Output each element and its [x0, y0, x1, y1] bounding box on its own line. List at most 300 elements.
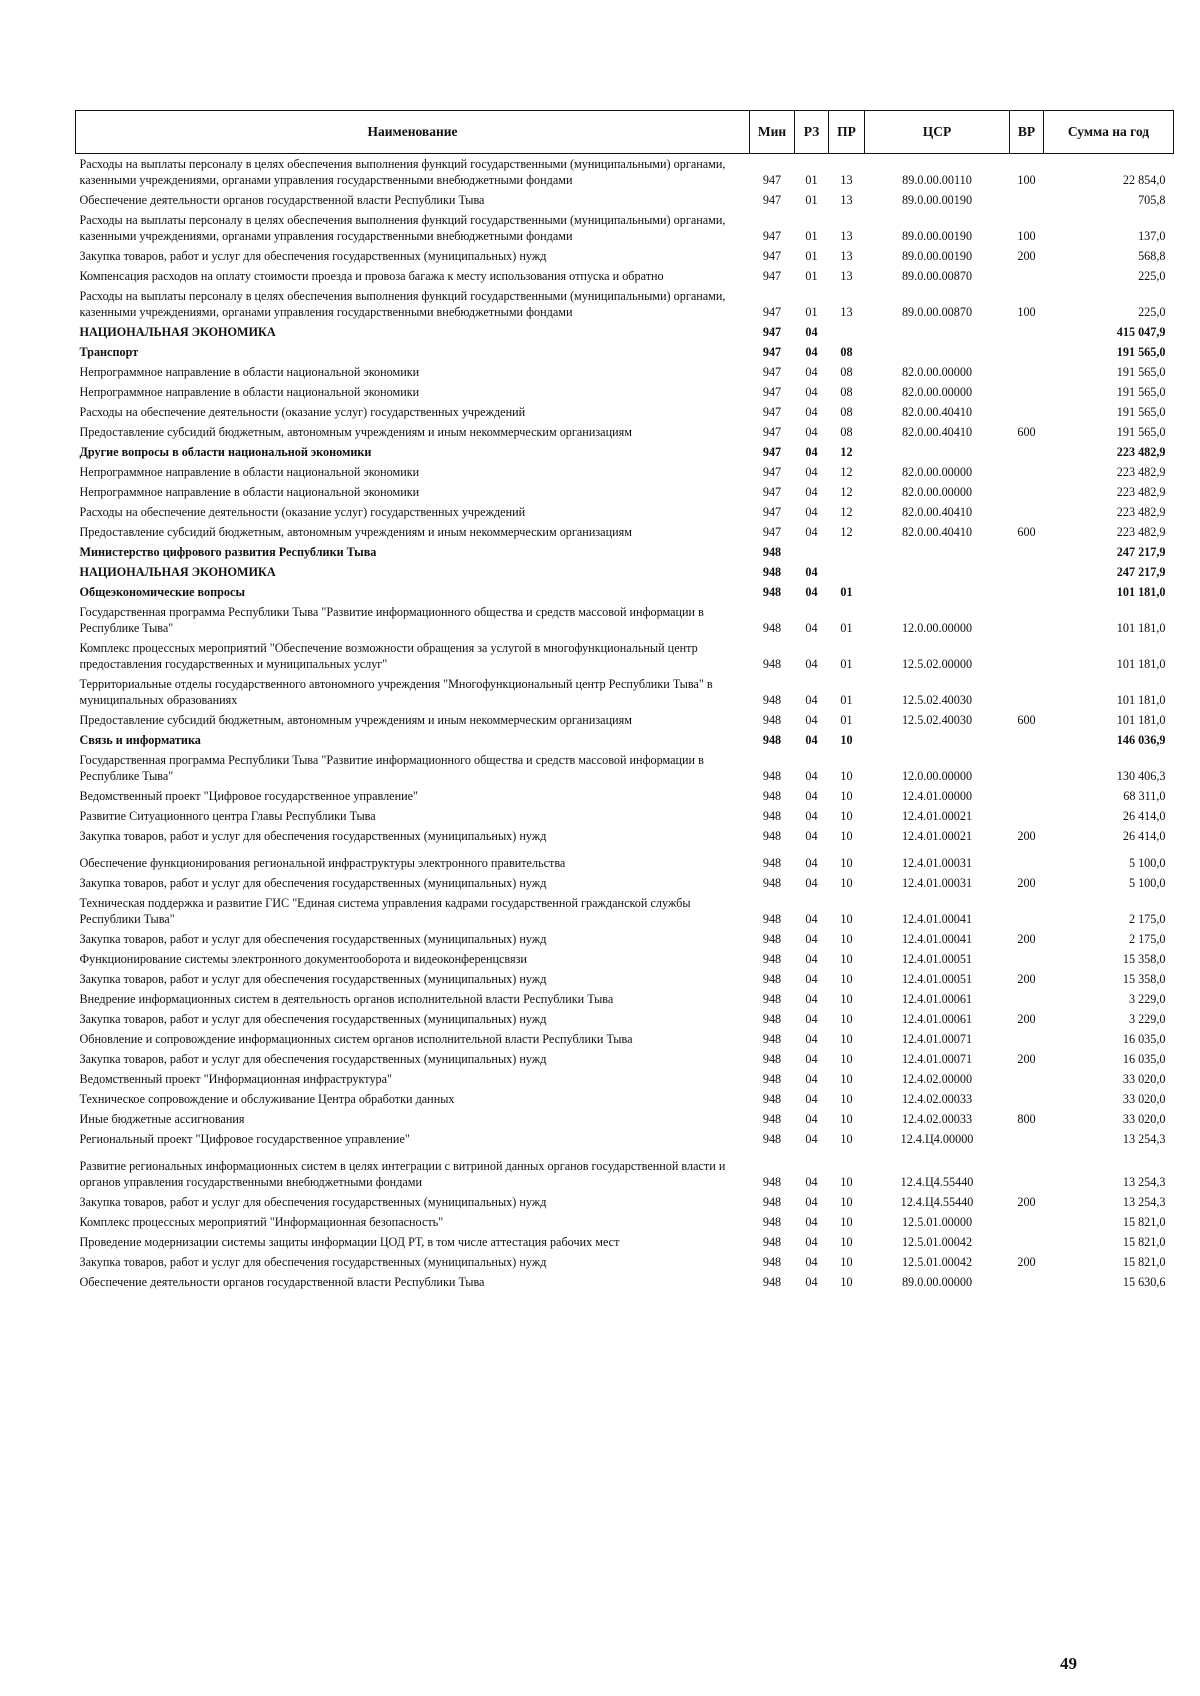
- table-row: [76, 462, 1174, 482]
- cell-vr: 200: [1017, 972, 1036, 986]
- cell-rz: 04: [805, 992, 818, 1006]
- cell-vr: [1010, 542, 1044, 562]
- cell-name: Обновление и сопровождение информационных систем органов исполнительной власти Республики Тыва: [79, 1032, 633, 1046]
- cell-name: Комплекс процессных мероприятий "Информационная безопасность": [79, 1215, 444, 1229]
- cell-sum: 225,0: [1138, 269, 1166, 283]
- cell-sum: 247 217,9: [1116, 565, 1166, 579]
- cell-pr: 01: [840, 621, 853, 635]
- cell-min: 948: [762, 789, 782, 803]
- cell-csr: 82.0.00.00000: [901, 485, 973, 499]
- cell-name: Непрограммное направление в области национальной экономики: [79, 485, 420, 499]
- cell-rz: 04: [805, 505, 818, 519]
- cell-vr: [1010, 482, 1044, 502]
- cell-pr: 12: [840, 445, 853, 459]
- table-row: [76, 786, 1174, 806]
- cell-name: Развитие Ситуационного центра Главы Республики Тыва: [79, 809, 376, 823]
- cell-sum: 101 181,0: [1116, 657, 1166, 671]
- cell-rz: 01: [805, 229, 818, 243]
- cell-min: 948: [762, 565, 782, 579]
- cell-sum: 223 482,9: [1116, 485, 1166, 499]
- cell-pr: 13: [840, 193, 853, 207]
- cell-rz: 04: [805, 465, 818, 479]
- cell-csr: 82.0.00.40410: [901, 405, 973, 419]
- cell-csr: [865, 322, 1010, 342]
- cell-min: 947: [762, 485, 782, 499]
- cell-csr: 12.4.01.00000: [901, 789, 973, 803]
- cell-sum: 15 821,0: [1122, 1215, 1166, 1229]
- cell-vr: 200: [1017, 829, 1036, 843]
- cell-vr: [1010, 638, 1044, 674]
- cell-sum: 191 565,0: [1116, 345, 1166, 359]
- table-row: [76, 893, 1174, 929]
- cell-csr: 89.0.00.00870: [901, 305, 973, 319]
- cell-rz: 04: [805, 713, 818, 727]
- cell-vr: [1010, 893, 1044, 929]
- cell-vr: [1010, 502, 1044, 522]
- cell-pr: 01: [840, 693, 853, 707]
- cell-sum: 13 254,3: [1122, 1132, 1166, 1146]
- cell-min: 947: [762, 229, 782, 243]
- cell-name: Предоставление субсидий бюджетным, автономным учреждениям и иным некоммерческим организациям: [79, 425, 632, 439]
- cell-pr: [829, 322, 865, 342]
- cell-vr: 600: [1017, 713, 1036, 727]
- table-row: [76, 730, 1174, 750]
- cell-rz: 04: [805, 932, 818, 946]
- cell-min: 948: [762, 713, 782, 727]
- cell-rz: 04: [805, 1092, 818, 1106]
- cell-csr: 89.0.00.00190: [901, 193, 973, 207]
- cell-min: 947: [762, 505, 782, 519]
- cell-name: Иные бюджетные ассигнования: [79, 1112, 245, 1126]
- cell-csr: 12.4.02.00033: [901, 1112, 973, 1126]
- header-pr: ПР: [829, 111, 865, 154]
- cell-sum: 101 181,0: [1116, 693, 1166, 707]
- cell-csr: 12.4.01.00051: [901, 952, 973, 966]
- cell-vr: 200: [1017, 876, 1036, 890]
- cell-sum: 13 254,3: [1122, 1195, 1166, 1209]
- cell-pr: 10: [840, 809, 853, 823]
- table-row: [76, 602, 1174, 638]
- cell-rz: 04: [805, 972, 818, 986]
- table-row: [76, 362, 1174, 382]
- table-row: [76, 342, 1174, 362]
- table-row: [76, 1009, 1174, 1029]
- cell-min: 948: [762, 585, 782, 599]
- table-row: [76, 190, 1174, 210]
- cell-pr: 10: [840, 932, 853, 946]
- cell-csr: 89.0.00.00190: [901, 249, 973, 263]
- cell-csr: [865, 342, 1010, 362]
- cell-rz: 04: [805, 1052, 818, 1066]
- cell-rz: 04: [805, 445, 818, 459]
- cell-csr: 12.4.Ц4.55440: [900, 1175, 974, 1189]
- cell-vr: [1010, 1069, 1044, 1089]
- cell-vr: [1010, 806, 1044, 826]
- table-row: [76, 1049, 1174, 1069]
- cell-csr: 12.5.01.00000: [901, 1215, 973, 1229]
- cell-sum: 223 482,9: [1116, 525, 1166, 539]
- cell-name: Проведение модернизации системы защиты информации ЦОД РТ, в том числе аттестация рабочих мест: [79, 1235, 620, 1249]
- cell-name: Предоставление субсидий бюджетным, автономным учреждениям и иным некоммерческим организациям: [79, 525, 632, 539]
- cell-csr: 12.4.Ц4.00000: [900, 1132, 974, 1146]
- cell-sum: 568,8: [1138, 249, 1166, 263]
- cell-pr: 10: [840, 1032, 853, 1046]
- cell-min: 948: [762, 856, 782, 870]
- cell-vr: [1010, 582, 1044, 602]
- cell-rz: 04: [805, 385, 818, 399]
- cell-csr: 12.4.Ц4.55440: [900, 1195, 974, 1209]
- cell-csr: 12.4.01.00041: [901, 912, 973, 926]
- table-row: [76, 989, 1174, 1009]
- cell-vr: [1010, 1089, 1044, 1109]
- cell-rz: 04: [805, 912, 818, 926]
- cell-sum: 137,0: [1138, 229, 1166, 243]
- cell-sum: 225,0: [1138, 305, 1166, 319]
- budget-table: [75, 110, 1174, 1292]
- cell-name: НАЦИОНАЛЬНАЯ ЭКОНОМИКА: [79, 325, 276, 339]
- cell-pr: 10: [840, 1012, 853, 1026]
- cell-name: Расходы на выплаты персоналу в целях обеспечения выполнения функций государственными (муниципальными) органами, казенными учреждениями, органами управления государственными внебюджетными фондами: [79, 213, 726, 243]
- cell-csr: 12.4.01.00031: [901, 856, 973, 870]
- table-row: [76, 246, 1174, 266]
- cell-name: Обеспечение деятельности органов государственной власти Республики Тыва: [79, 1275, 485, 1289]
- cell-rz: 04: [805, 325, 818, 339]
- cell-rz: 04: [805, 876, 818, 890]
- cell-vr: [1010, 1232, 1044, 1252]
- cell-vr: [1010, 322, 1044, 342]
- cell-csr: 82.0.00.40410: [901, 525, 973, 539]
- cell-pr: 12: [840, 525, 853, 539]
- cell-rz: 04: [805, 345, 818, 359]
- cell-vr: [1010, 602, 1044, 638]
- cell-pr: 08: [840, 385, 853, 399]
- table-row: [76, 806, 1174, 826]
- cell-rz: 04: [805, 1255, 818, 1269]
- cell-sum: 2 175,0: [1128, 912, 1166, 926]
- cell-min: 947: [762, 445, 782, 459]
- cell-vr: [1010, 1149, 1044, 1192]
- cell-pr: 12: [840, 465, 853, 479]
- table-row: [76, 750, 1174, 786]
- table-row: [76, 1129, 1174, 1149]
- cell-min: 948: [762, 809, 782, 823]
- header-name: Наименование: [76, 111, 750, 154]
- cell-name: Территориальные отделы государственного автономного учреждения "Многофункциональный центр Республики Тыва" в муниципальных образованиях: [79, 677, 713, 707]
- cell-sum: 15 630,6: [1122, 1275, 1166, 1289]
- cell-min: 947: [762, 365, 782, 379]
- cell-pr: 13: [840, 229, 853, 243]
- table-row: [76, 522, 1174, 542]
- cell-vr: 800: [1017, 1112, 1036, 1126]
- cell-pr: 10: [840, 1235, 853, 1249]
- cell-sum: 2 175,0: [1128, 932, 1166, 946]
- cell-min: 947: [762, 173, 782, 187]
- cell-vr: 200: [1017, 1012, 1036, 1026]
- cell-csr: 12.4.01.00061: [901, 1012, 973, 1026]
- cell-sum: 3 229,0: [1128, 992, 1166, 1006]
- cell-rz: 04: [805, 1012, 818, 1026]
- cell-rz: 04: [805, 1112, 818, 1126]
- cell-min: 948: [762, 545, 782, 559]
- cell-sum: 101 181,0: [1116, 585, 1166, 599]
- cell-rz: 04: [805, 1032, 818, 1046]
- cell-pr: 01: [840, 713, 853, 727]
- cell-name: Расходы на обеспечение деятельности (оказание услуг) государственных учреждений: [79, 505, 526, 519]
- cell-csr: 12.4.02.00033: [901, 1092, 973, 1106]
- cell-name: Министерство цифрового развития Республики Тыва: [79, 545, 377, 559]
- cell-min: 947: [762, 193, 782, 207]
- cell-rz: 04: [805, 829, 818, 843]
- cell-rz: 01: [805, 193, 818, 207]
- cell-name: Непрограммное направление в области национальной экономики: [79, 465, 420, 479]
- cell-csr: 89.0.00.00870: [901, 269, 973, 283]
- cell-pr: 10: [840, 856, 853, 870]
- table-row: [76, 562, 1174, 582]
- cell-vr: [1010, 462, 1044, 482]
- cell-vr: [1010, 949, 1044, 969]
- table-row: [76, 674, 1174, 710]
- cell-rz: 04: [805, 1235, 818, 1249]
- table-row: [76, 582, 1174, 602]
- cell-csr: 82.0.00.40410: [901, 505, 973, 519]
- table-row: [76, 1149, 1174, 1192]
- cell-csr: [865, 562, 1010, 582]
- cell-name: Закупка товаров, работ и услуг для обеспечения государственных (муниципальных) нужд: [79, 972, 547, 986]
- cell-csr: 12.4.01.00061: [901, 992, 973, 1006]
- cell-min: 948: [762, 972, 782, 986]
- cell-sum: 22 854,0: [1122, 173, 1166, 187]
- cell-name: Связь и информатика: [79, 733, 201, 747]
- table-row: [76, 1069, 1174, 1089]
- cell-rz: 04: [805, 585, 818, 599]
- table-row: [76, 482, 1174, 502]
- cell-min: 947: [762, 385, 782, 399]
- table-row: [76, 382, 1174, 402]
- table-row: [76, 826, 1174, 846]
- cell-vr: [1010, 266, 1044, 286]
- table-row: [76, 422, 1174, 442]
- cell-min: 947: [762, 425, 782, 439]
- cell-vr: 100: [1017, 305, 1036, 319]
- cell-vr: [1010, 402, 1044, 422]
- cell-sum: 191 565,0: [1116, 385, 1166, 399]
- table-row: [76, 949, 1174, 969]
- cell-sum: 191 565,0: [1116, 405, 1166, 419]
- cell-min: 947: [762, 465, 782, 479]
- cell-rz: 04: [805, 405, 818, 419]
- cell-name: Закупка товаров, работ и услуг для обеспечения государственных (муниципальных) нужд: [79, 1052, 547, 1066]
- cell-pr: 10: [840, 876, 853, 890]
- cell-name: Закупка товаров, работ и услуг для обеспечения государственных (муниципальных) нужд: [79, 1195, 547, 1209]
- cell-pr: 10: [840, 1072, 853, 1086]
- cell-vr: [1010, 674, 1044, 710]
- cell-name: Закупка товаров, работ и услуг для обеспечения государственных (муниципальных) нужд: [79, 876, 547, 890]
- cell-pr: 10: [840, 1195, 853, 1209]
- cell-vr: [1010, 342, 1044, 362]
- cell-min: 948: [762, 1132, 782, 1146]
- cell-sum: 16 035,0: [1122, 1052, 1166, 1066]
- cell-csr: 12.5.01.00042: [901, 1255, 973, 1269]
- cell-min: 948: [762, 733, 782, 747]
- cell-sum: 33 020,0: [1122, 1112, 1166, 1126]
- cell-min: 947: [762, 305, 782, 319]
- table-row: [76, 1252, 1174, 1272]
- header-rz: РЗ: [795, 111, 829, 154]
- cell-pr: 13: [840, 249, 853, 263]
- cell-sum: 33 020,0: [1122, 1092, 1166, 1106]
- header-min: Мин: [750, 111, 795, 154]
- header-vr: ВР: [1010, 111, 1044, 154]
- cell-name: Комплекс процессных мероприятий "Обеспечение возможности обращения за услугой в многофункциональный центр предоставления государственных и муниципальных услуг": [79, 641, 698, 671]
- cell-min: 948: [762, 1215, 782, 1229]
- cell-csr: 12.4.01.00071: [901, 1032, 973, 1046]
- cell-vr: 200: [1017, 932, 1036, 946]
- cell-sum: 223 482,9: [1116, 445, 1166, 459]
- cell-pr: 10: [840, 972, 853, 986]
- cell-min: 948: [762, 1175, 782, 1189]
- cell-sum: 223 482,9: [1116, 505, 1166, 519]
- cell-pr: 10: [840, 829, 853, 843]
- cell-csr: 12.4.02.00000: [901, 1072, 973, 1086]
- cell-min: 948: [762, 621, 782, 635]
- cell-min: 947: [762, 525, 782, 539]
- cell-csr: 12.0.00.00000: [901, 621, 973, 635]
- cell-rz: 04: [805, 856, 818, 870]
- cell-min: 948: [762, 693, 782, 707]
- table-row: [76, 266, 1174, 286]
- cell-rz: 04: [805, 1215, 818, 1229]
- cell-name: Региональный проект "Цифровое государственное управление": [79, 1132, 410, 1146]
- cell-pr: 10: [840, 992, 853, 1006]
- cell-csr: 12.4.01.00051: [901, 972, 973, 986]
- cell-rz: 04: [805, 809, 818, 823]
- cell-rz: 04: [805, 365, 818, 379]
- cell-name: Расходы на выплаты персоналу в целях обеспечения выполнения функций государственными (муниципальными) органами, казенными учреждениями, органами управления государственными внебюджетными фондами: [79, 157, 726, 187]
- cell-csr: 12.5.02.40030: [901, 693, 973, 707]
- cell-csr: 82.0.00.00000: [901, 385, 973, 399]
- cell-rz: 04: [805, 733, 818, 747]
- cell-rz: 04: [805, 621, 818, 635]
- cell-name: Обеспечение функционирования региональной инфраструктуры электронного правительства: [79, 856, 566, 870]
- cell-csr: 12.5.02.00000: [901, 657, 973, 671]
- cell-min: 947: [762, 345, 782, 359]
- table-row: [76, 402, 1174, 422]
- cell-vr: [1010, 190, 1044, 210]
- cell-pr: 10: [840, 912, 853, 926]
- cell-sum: 16 035,0: [1122, 1032, 1166, 1046]
- cell-sum: 15 821,0: [1122, 1255, 1166, 1269]
- cell-min: 947: [762, 269, 782, 283]
- cell-vr: 600: [1017, 525, 1036, 539]
- cell-vr: [1010, 730, 1044, 750]
- table-row: [76, 1192, 1174, 1212]
- cell-vr: [1010, 362, 1044, 382]
- cell-sum: 15 821,0: [1122, 1235, 1166, 1249]
- cell-min: 948: [762, 876, 782, 890]
- table-row: [76, 442, 1174, 462]
- cell-rz: 01: [805, 305, 818, 319]
- table-header: [76, 111, 1174, 154]
- cell-name: Закупка товаров, работ и услуг для обеспечения государственных (муниципальных) нужд: [79, 829, 547, 843]
- cell-rz: 04: [805, 789, 818, 803]
- cell-csr: 89.0.00.00000: [901, 1275, 973, 1289]
- table-row: [76, 873, 1174, 893]
- cell-rz: 01: [805, 269, 818, 283]
- table-row: [76, 154, 1174, 191]
- cell-name: Транспорт: [79, 345, 139, 359]
- cell-sum: 13 254,3: [1122, 1175, 1166, 1189]
- cell-rz: 04: [805, 1195, 818, 1209]
- cell-sum: 68 311,0: [1123, 789, 1166, 803]
- cell-csr: [865, 442, 1010, 462]
- cell-csr: 12.5.01.00042: [901, 1235, 973, 1249]
- cell-rz: 01: [805, 173, 818, 187]
- cell-sum: 5 100,0: [1128, 876, 1166, 890]
- cell-vr: [1010, 786, 1044, 806]
- cell-csr: 12.4.01.00031: [901, 876, 973, 890]
- cell-pr: 12: [840, 485, 853, 499]
- cell-rz: 04: [805, 565, 818, 579]
- cell-name: Обеспечение деятельности органов государственной власти Республики Тыва: [79, 193, 485, 207]
- table-row: [76, 1272, 1174, 1292]
- cell-csr: 12.4.01.00071: [901, 1052, 973, 1066]
- cell-min: 948: [762, 1275, 782, 1289]
- cell-vr: [1010, 846, 1044, 873]
- page-number: 49: [1060, 1654, 1077, 1673]
- cell-name: Закупка товаров, работ и услуг для обеспечения государственных (муниципальных) нужд: [79, 932, 547, 946]
- cell-name: Компенсация расходов на оплату стоимости проезда и провоза багажа к месту использования отпуска и обратно: [79, 269, 664, 283]
- cell-vr: [1010, 750, 1044, 786]
- cell-sum: 146 036,9: [1116, 733, 1166, 747]
- cell-rz: 04: [805, 952, 818, 966]
- header-sum: Сумма на год: [1044, 111, 1174, 154]
- cell-csr: 12.4.01.00021: [901, 809, 973, 823]
- cell-sum: 223 482,9: [1116, 465, 1166, 479]
- table-row: [76, 1029, 1174, 1049]
- table-row: [76, 1089, 1174, 1109]
- cell-name: Закупка товаров, работ и услуг для обеспечения государственных (муниципальных) нужд: [79, 1012, 547, 1026]
- cell-pr: 10: [840, 1175, 853, 1189]
- cell-vr: [1010, 382, 1044, 402]
- cell-sum: 191 565,0: [1116, 365, 1166, 379]
- cell-name: Ведомственный проект "Цифровое государственное управление": [79, 789, 419, 803]
- cell-min: 948: [762, 1195, 782, 1209]
- cell-vr: 100: [1017, 173, 1036, 187]
- cell-name: Ведомственный проект "Информационная инфраструктура": [79, 1072, 393, 1086]
- cell-min: 948: [762, 1032, 782, 1046]
- cell-sum: 247 217,9: [1116, 545, 1166, 559]
- cell-sum: 3 229,0: [1128, 1012, 1166, 1026]
- cell-vr: [1010, 1029, 1044, 1049]
- table-row: [76, 322, 1174, 342]
- cell-sum: 191 565,0: [1116, 425, 1166, 439]
- cell-vr: [1010, 1212, 1044, 1232]
- cell-name: Государственная программа Республики Тыва "Развитие информационного общества и средств массовой информации в Республике Тыва": [79, 605, 704, 635]
- cell-min: 948: [762, 769, 782, 783]
- cell-min: 948: [762, 952, 782, 966]
- cell-csr: 12.0.00.00000: [901, 769, 973, 783]
- table-row: [76, 286, 1174, 322]
- cell-name: Развитие региональных информационных систем в целях интеграции с витриной данных органов государственной власти и органов управления государственными внебюджетными фондами: [79, 1159, 726, 1189]
- cell-name: Другие вопросы в области национальной экономики: [79, 445, 372, 459]
- cell-pr: 01: [840, 585, 853, 599]
- cell-pr: 10: [840, 1215, 853, 1229]
- table-row: [76, 1232, 1174, 1252]
- cell-sum: 5 100,0: [1128, 856, 1166, 870]
- cell-rz: 04: [805, 693, 818, 707]
- cell-min: 948: [762, 932, 782, 946]
- cell-pr: 01: [840, 657, 853, 671]
